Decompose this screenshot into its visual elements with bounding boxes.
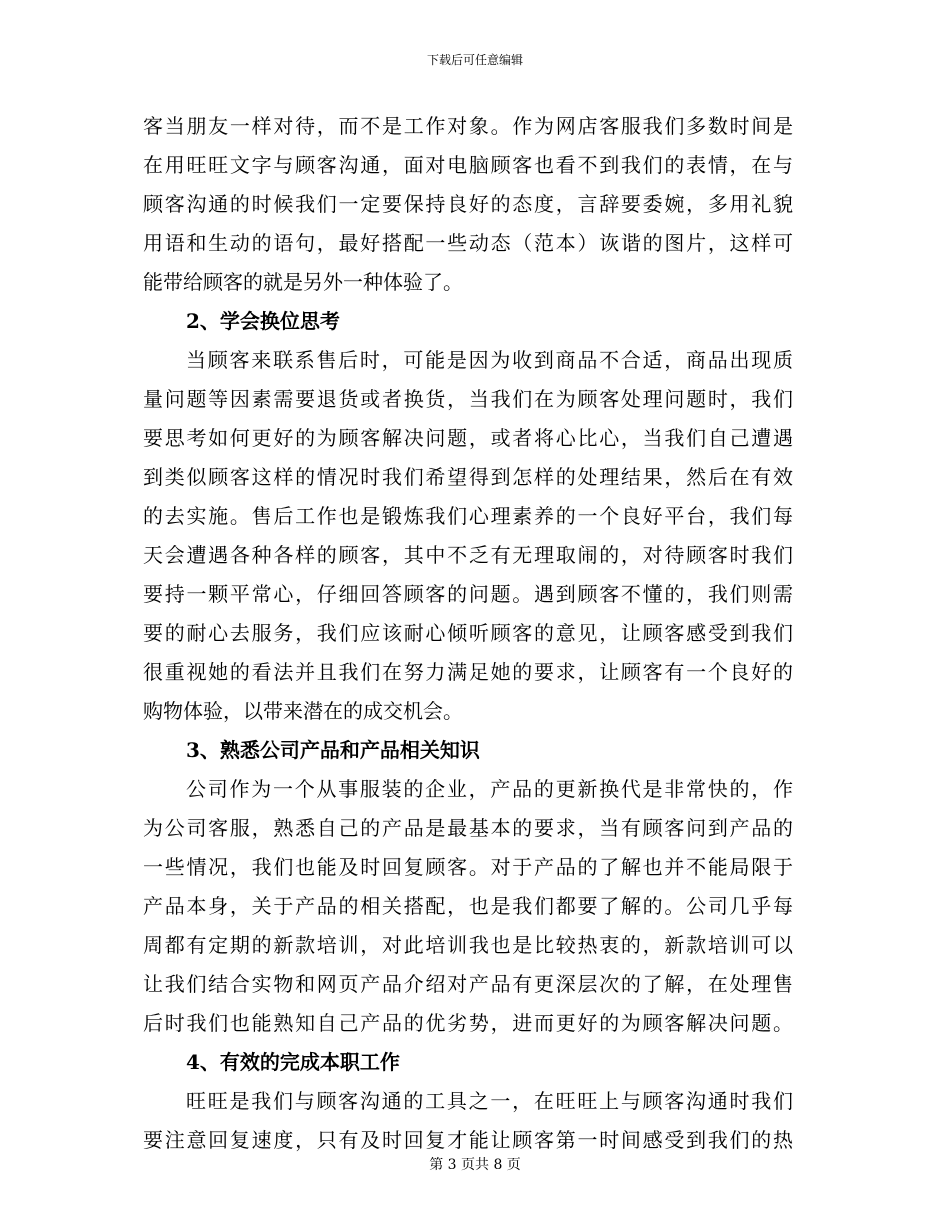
paragraph-line: 用语和生动的语句，最好搭配一些动态（范本）诙谐的图片，这样可 <box>143 231 793 255</box>
paragraph-line: 让我们结合实物和网页产品介绍对产品有更深层次的了解，在处理售 <box>143 972 793 996</box>
section-heading: 2、学会换位思考 <box>186 309 340 333</box>
document-body <box>143 107 793 1160</box>
paragraph-line: 一些情况，我们也能及时回复顾客。对于产品的了解也并不能局限于 <box>143 855 793 879</box>
paragraph-line: 很重视她的看法并且我们在努力满足她的要求，让顾客有一个良好的 <box>143 660 793 684</box>
section-heading: 3、熟悉公司产品和产品相关知识 <box>186 738 480 762</box>
paragraph-line: 能带给顾客的就是另外一种体验了。 <box>143 270 463 294</box>
paragraph-line: 产品本身，关于产品的相关搭配，也是我们都要了解的。公司几乎每 <box>143 894 793 918</box>
paragraph-line: 要思考如何更好的为顾客解决问题，或者将心比心，当我们自己遭遇 <box>143 426 793 450</box>
paragraph-line: 后时我们也能熟知自己产品的优劣势，进而更好的为顾客解决问题。 <box>143 1011 793 1035</box>
paragraph-line: 到类似顾客这样的情况时我们希望得到怎样的处理结果，然后在有效 <box>143 465 793 489</box>
paragraph-line: 购物体验，以带来潜在的成交机会。 <box>143 699 463 723</box>
paragraph-line: 为公司客服，熟悉自己的产品是最基本的要求，当有顾客问到产品的 <box>143 816 793 840</box>
paragraph-line: 客当朋友一样对待，而不是工作对象。作为网店客服我们多数时间是 <box>143 114 793 138</box>
section-heading: 4、有效的完成本职工作 <box>186 1050 400 1074</box>
paragraph-line: 顾客沟通的时候我们一定要保持良好的态度，言辞要委婉，多用礼貌 <box>143 192 793 216</box>
paragraph-line: 天会遭遇各种各样的顾客，其中不乏有无理取闹的，对待顾客时我们 <box>143 543 793 567</box>
paragraph-line: 量问题等因素需要退货或者换货，当我们在为顾客处理问题时，我们 <box>143 387 793 411</box>
paragraph-line: 公司作为一个从事服装的企业，产品的更新换代是非常快的，作 <box>186 777 793 801</box>
page-header: 下载后可任意编辑 <box>426 53 523 67</box>
paragraph-line: 当顾客来联系售后时，可能是因为收到商品不合适，商品出现质 <box>186 348 793 372</box>
paragraph-line: 的去实施。售后工作也是锻炼我们心理素养的一个良好平台，我们每 <box>143 504 793 528</box>
paragraph-line: 要的耐心去服务，我们应该耐心倾听顾客的意见，让顾客感受到我们 <box>143 621 793 645</box>
paragraph-line: 旺旺是我们与顾客沟通的工具之一，在旺旺上与顾客沟通时我们 <box>186 1089 793 1113</box>
paragraph-line: 周都有定期的新款培训，对此培训我也是比较热衷的，新款培训可以 <box>143 933 793 957</box>
page-footer: 第 3 页共 8 页 <box>429 1157 521 1173</box>
paragraph-line: 要注意回复速度，只有及时回复才能让顾客第一时间感受到我们的热 <box>143 1128 793 1152</box>
paragraph-line: 在用旺旺文字与顾客沟通，面对电脑顾客也看不到我们的表情，在与 <box>143 153 793 177</box>
paragraph-line: 要持一颗平常心，仔细回答顾客的问题。遇到顾客不懂的，我们则需 <box>143 582 793 606</box>
